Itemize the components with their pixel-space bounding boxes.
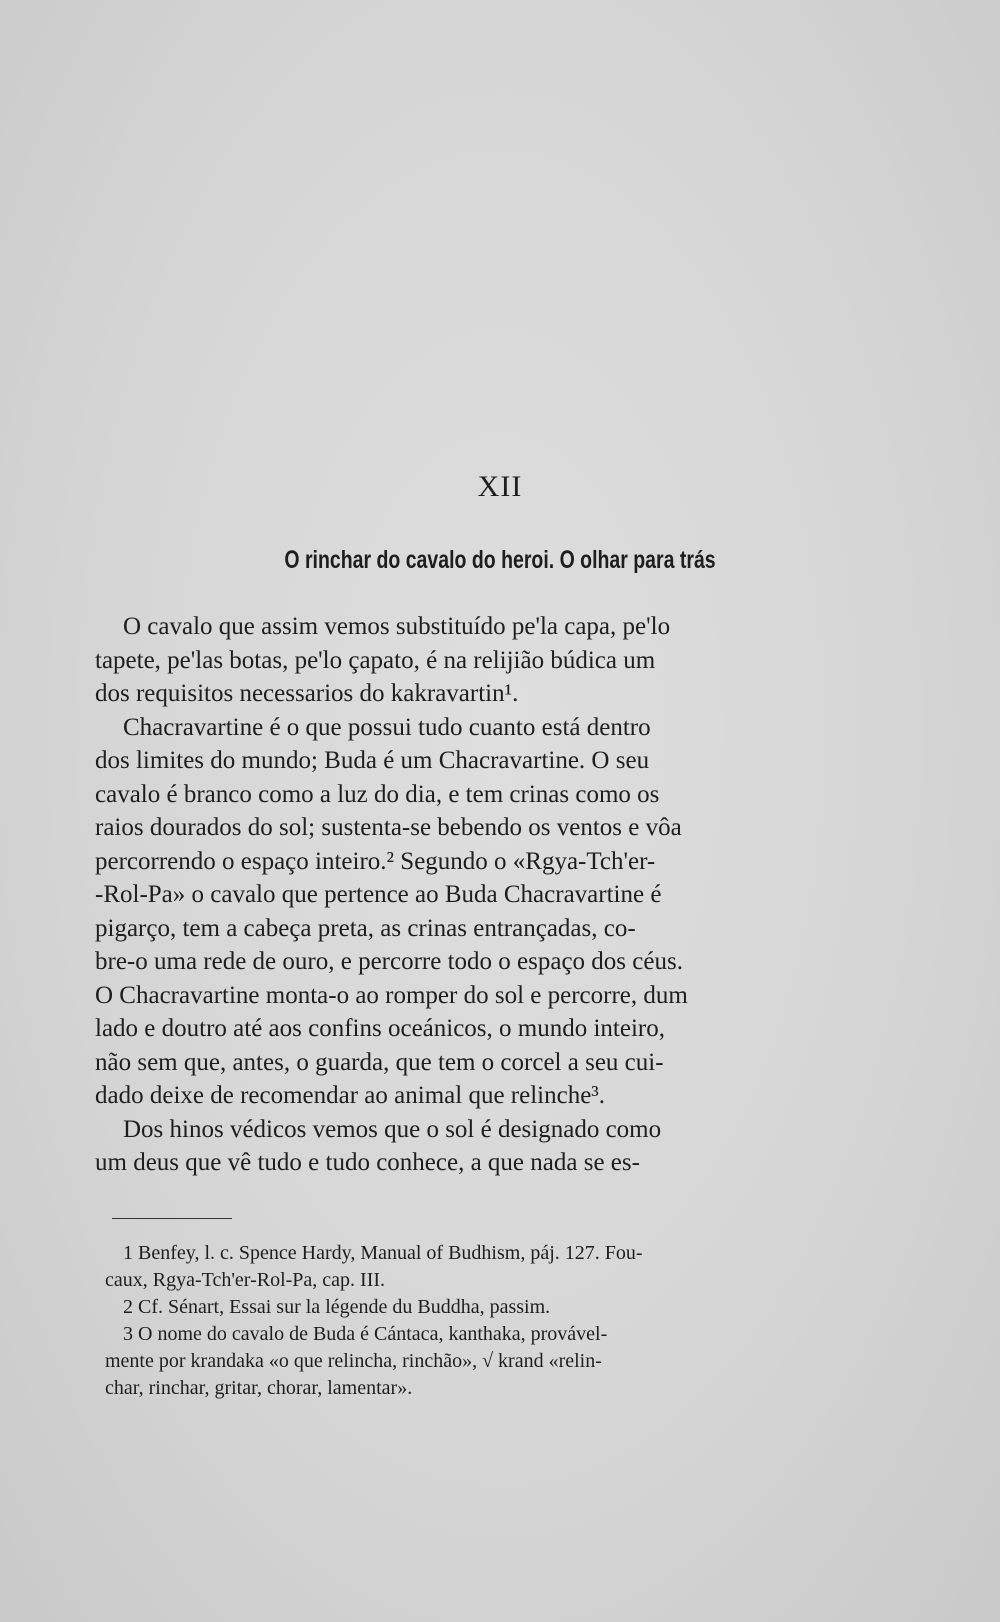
body-line: pigarço, tem a cabeça preta, as crinas entrançadas, co- <box>95 914 636 942</box>
footnote-divider <box>112 1218 232 1219</box>
body-line: lado e doutro até aos confins oceánicos, o mundo inteiro, <box>95 1015 665 1042</box>
footnote-line: 1 Benfey, l. c. Spence Hardy, Manual of Budhism, páj. 127. Fou- <box>123 1242 643 1264</box>
body-line: O Chacravartine monta-o ao romper do sol e percorre, dum <box>95 981 688 1009</box>
body-line: -Rol-Pa» o cavalo que pertence ao Buda Chacravartine é <box>95 881 662 908</box>
body-line: raios dourados do sol; sustenta-se bebendo os ventos e vôa <box>95 814 682 841</box>
footnote-line: char, rinchar, gritar, chorar, lamentar». <box>105 1377 413 1399</box>
body-text <box>95 610 785 1180</box>
footnote-line: mente por krandaka «o que relincha, rinchão», √ krand «relin- <box>105 1350 602 1372</box>
body-line: Dos hinos védicos vemos que o sol é designado como <box>123 1115 662 1143</box>
body-line: Chacravartine é o que possui tudo cuanto está dentro <box>123 713 651 741</box>
body-line: um deus que vê tudo e tudo conhece, a que nada se es- <box>95 1149 640 1176</box>
footnote-line: 3 O nome do cavalo de Buda é Cántaca, kanthaka, provável- <box>123 1323 608 1345</box>
body-line: não sem que, antes, o guarda, que tem o corcel a seu cui- <box>95 1048 664 1076</box>
footnotes <box>105 1240 795 1402</box>
body-line: tapete, pe'las botas, pe'lo çapato, é na relijião búdica um <box>95 646 656 674</box>
body-line: bre-o uma rede de ouro, e percorre todo o espaço dos céus. <box>95 948 683 975</box>
chapter-number: XII <box>477 470 523 503</box>
body-line: dos limites do mundo; Buda é um Chacravartine. O seu <box>95 747 650 774</box>
footnote-line: 2 Cf. Sénart, Essai sur la légende du Buddha, passim. <box>123 1296 551 1318</box>
body-line: O cavalo que assim vemos substituído pe'la capa, pe'lo <box>123 613 671 640</box>
body-line: percorrendo o espaço inteiro.² Segundo o «Rgya-Tch'er- <box>95 847 656 875</box>
body-line: dos requisitos necessarios do kakravartin¹. <box>95 680 519 707</box>
chapter-title: O rinchar do cavalo do heroi. O olhar para trás <box>284 546 716 574</box>
body-line: cavalo é branco como a luz do dia, e tem crinas como os <box>95 780 660 808</box>
footnote-line: caux, Rgya-Tch'er-Rol-Pa, cap. III. <box>105 1269 386 1291</box>
body-line: dado deixe de recomendar ao animal que relinche³. <box>95 1082 606 1109</box>
